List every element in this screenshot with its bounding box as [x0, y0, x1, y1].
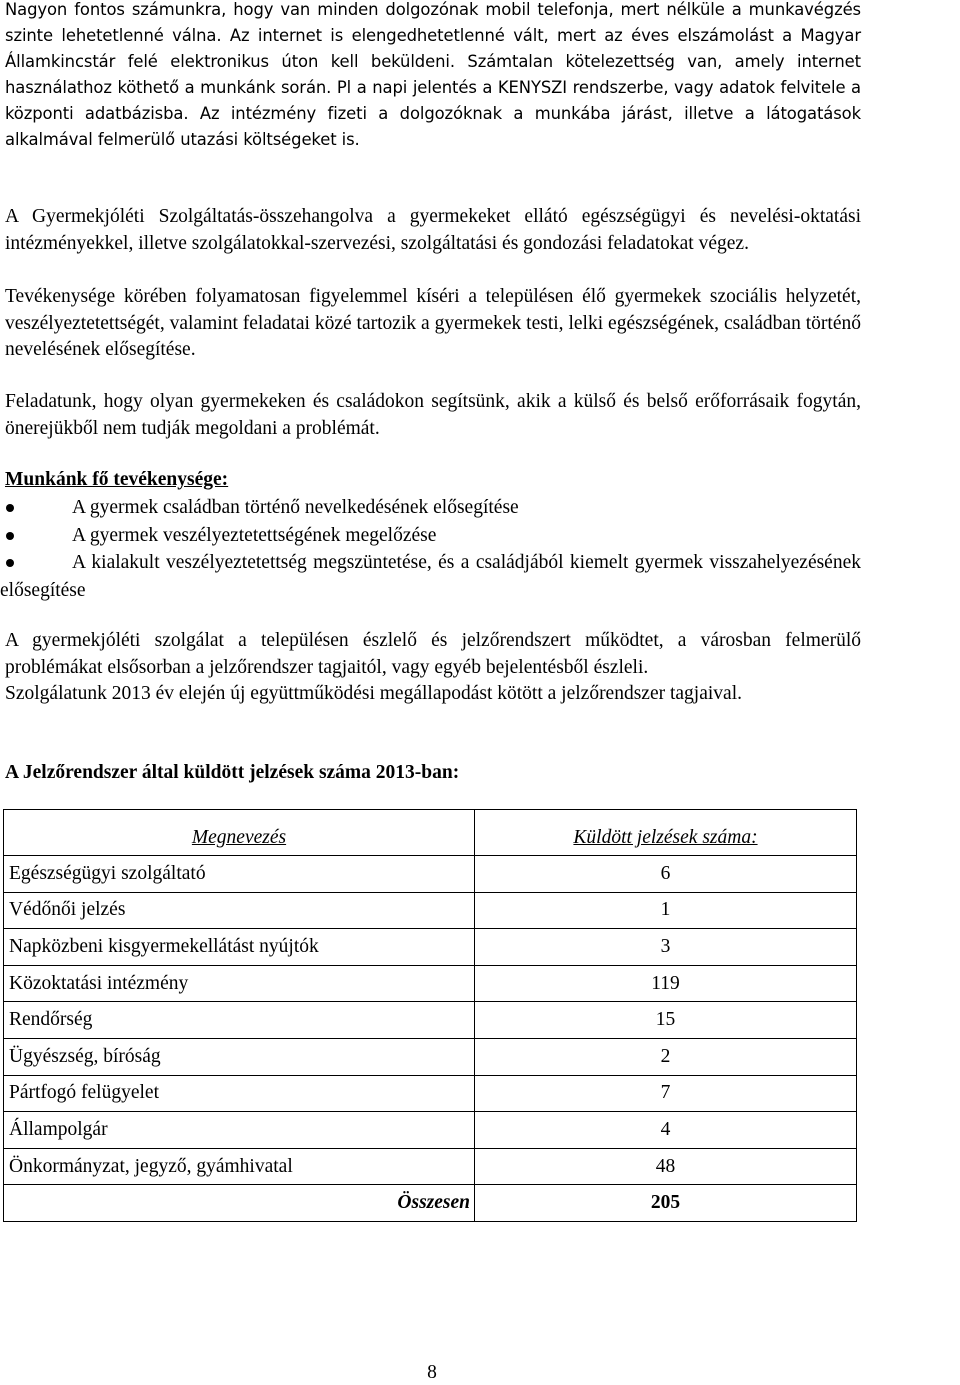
paragraph-signal-system: A gyermekjóléti szolgálat a településen észlelő és jelzőrendszert működtet, a városban felmerülő problémákat elsősorban a jelzőrendszer tagjaitól, vagy egyéb bejelentésből észleli.	[5, 630, 861, 678]
page-number: 8	[427, 1362, 437, 1383]
cell-count: 1	[475, 892, 857, 929]
cell-name: Önkormányzat, jegyző, gyámhivatal	[4, 1148, 475, 1185]
cell-count: 3	[475, 929, 857, 966]
bullet-icon	[6, 504, 14, 512]
cell-count: 2	[475, 1038, 857, 1075]
cell-count: 4	[475, 1112, 857, 1149]
list-item: A gyermek veszélyeztetettségének megelőzése	[0, 522, 861, 550]
paragraph-activities-scope: Tevékenysége körében folyamatosan figyelemmel kíséri a településen élő gyermekek szociális helyzetét, veszélyeztetettségét, valamint feladatai közé tartozik a gyermekek testi, lelki egészségének, családban történő nevelésének elősegítése.	[5, 286, 861, 360]
cell-name: Rendőrség	[4, 1002, 475, 1039]
activities-heading: Munkánk fő tevékenysége:	[5, 469, 229, 490]
bullet-icon	[6, 532, 14, 540]
table-row	[4, 929, 857, 966]
list-item: A kialakult veszélyeztetettség megszüntetése, és a családjából kiemelt gyermek visszahelyezésének elősegítése	[0, 552, 861, 601]
cell-count: 119	[475, 965, 857, 1002]
cell-name: Egészségügyi szolgáltató	[4, 856, 475, 893]
paragraph-mobile-internet: Nagyon fontos számunkra, hogy van minden dolgozónak mobil telefonja, mert nélküle a munkavégzés szinte lehetetlenné válna. Az internet is elengedhetetlenné vált, mert az éves elszámolást a Magyar Államkincstár felé elektronikus úton kell beküldeni. Számtalan kötelezettség van, amely internet használathoz köthető a munkánk során. Pl a napi jelentés a KENYSZI rendszerbe, vagy adatok felvitele a központi adatbázisba. Az intézmény fizeti a dolgozóknak a munkába járást, illetve a látogatások alkalmával felmerülő utazási költségeket is.	[5, 0, 861, 149]
table-row	[4, 1075, 857, 1112]
cell-name: Pártfogó felügyelet	[4, 1075, 475, 1112]
table-total-row	[4, 1185, 857, 1222]
column-header-name: Megnevezés	[4, 810, 475, 856]
table-row	[4, 1038, 857, 1075]
cell-name: Ügyészség, bíróság	[4, 1038, 475, 1075]
bullet-icon	[6, 559, 14, 567]
signals-heading: A Jelzőrendszer által küldött jelzések száma 2013-ban:	[5, 762, 460, 783]
cell-name: Állampolgár	[4, 1112, 475, 1149]
table-row	[4, 965, 857, 1002]
activities-list	[0, 494, 861, 604]
cell-name: Közoktatási intézmény	[4, 965, 475, 1002]
signals-table	[3, 809, 857, 1222]
cell-name: Napközbeni kisgyermekellátást nyújtók	[4, 929, 475, 966]
table-row	[4, 892, 857, 929]
table-row	[4, 1112, 857, 1149]
column-header-count: Küldött jelzések száma:	[475, 810, 857, 856]
table-row	[4, 856, 857, 893]
total-label: Összesen	[4, 1185, 475, 1222]
paragraph-service-intro: A Gyermekjóléti Szolgáltatás-összehangolva a gyermekeket ellátó egészségügyi és nevelési-oktatási intézményekkel, illetve szolgálatokkal-szervezési, szolgáltatási és gondozási feladatokat végez.	[5, 206, 861, 254]
table-row	[4, 1002, 857, 1039]
total-value: 205	[475, 1185, 857, 1222]
cell-count: 6	[475, 856, 857, 893]
table-header-row	[4, 810, 857, 856]
cell-count: 7	[475, 1075, 857, 1112]
cell-name: Védőnői jelzés	[4, 892, 475, 929]
list-item: A gyermek családban történő nevelkedésének elősegítése	[0, 494, 861, 522]
cell-count: 15	[475, 1002, 857, 1039]
paragraph-agreement: Szolgálatunk 2013 év elején új együttműködési megállapodást kötött a jelzőrendszer tagjaival.	[5, 683, 742, 704]
table-row	[4, 1148, 857, 1185]
paragraph-task: Feladatunk, hogy olyan gyermekeken és családokon segítsünk, akik a külső és belső erőforrásaik fogytán, önerejükből nem tudják megoldani a problémát.	[5, 391, 861, 439]
cell-count: 48	[475, 1148, 857, 1185]
